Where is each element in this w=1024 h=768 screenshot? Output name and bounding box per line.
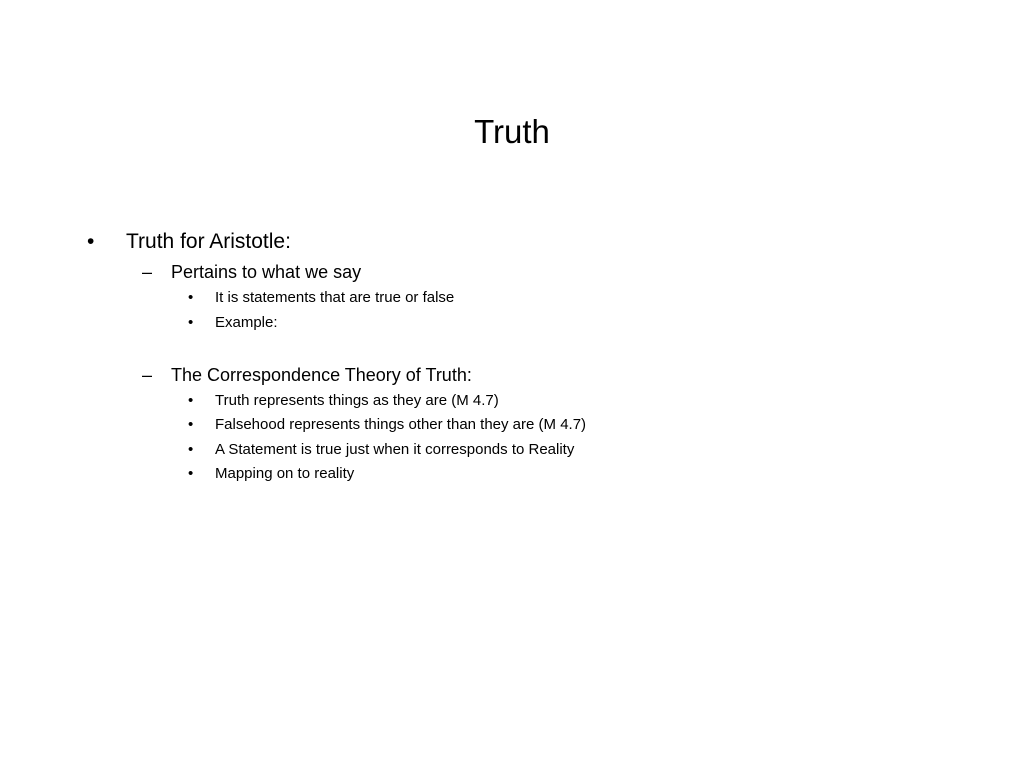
bullet-text: Truth for Aristotle: — [126, 230, 291, 253]
subsubbullet-text: Truth represents things as they are (M 4.7) — [215, 392, 499, 409]
subsubbullet-statement-true — [188, 440, 575, 459]
dash-marker: – — [142, 262, 153, 282]
subsubbullet-statements — [188, 288, 455, 307]
subbullet-correspondence-theory — [142, 364, 472, 386]
slide-title: Truth — [474, 113, 550, 150]
subsubbullet-text: Falsehood represents things other than they are (M 4.7) — [215, 416, 587, 433]
subsubbullet-text: Example: — [215, 314, 278, 331]
subsubbullet-truth-represents — [188, 391, 499, 410]
subsubbullet-falsehood-represents — [188, 415, 587, 434]
subsubbullet-text: Mapping on to reality — [215, 465, 355, 482]
dash-marker: – — [142, 365, 153, 385]
subbullet-pertains — [142, 261, 362, 283]
subbullet-text: The Correspondence Theory of Truth: — [171, 365, 472, 385]
subsubbullet-text: It is statements that are true or false — [215, 289, 455, 306]
bullet-marker: • — [188, 416, 194, 433]
bullet-marker: • — [188, 392, 194, 409]
subsubbullet-text: A Statement is true just when it corresponds to Reality — [215, 441, 575, 458]
bullet-marker: • — [188, 441, 194, 458]
bullet-marker: • — [87, 230, 95, 253]
bullet-marker: • — [188, 465, 194, 482]
bullet-marker: • — [188, 289, 194, 306]
bullet-marker: • — [188, 314, 194, 331]
subbullet-text: Pertains to what we say — [171, 262, 362, 282]
subsubbullet-mapping — [188, 464, 355, 483]
bullet-truth-for-aristotle — [87, 229, 291, 255]
subsubbullet-example — [188, 313, 278, 332]
